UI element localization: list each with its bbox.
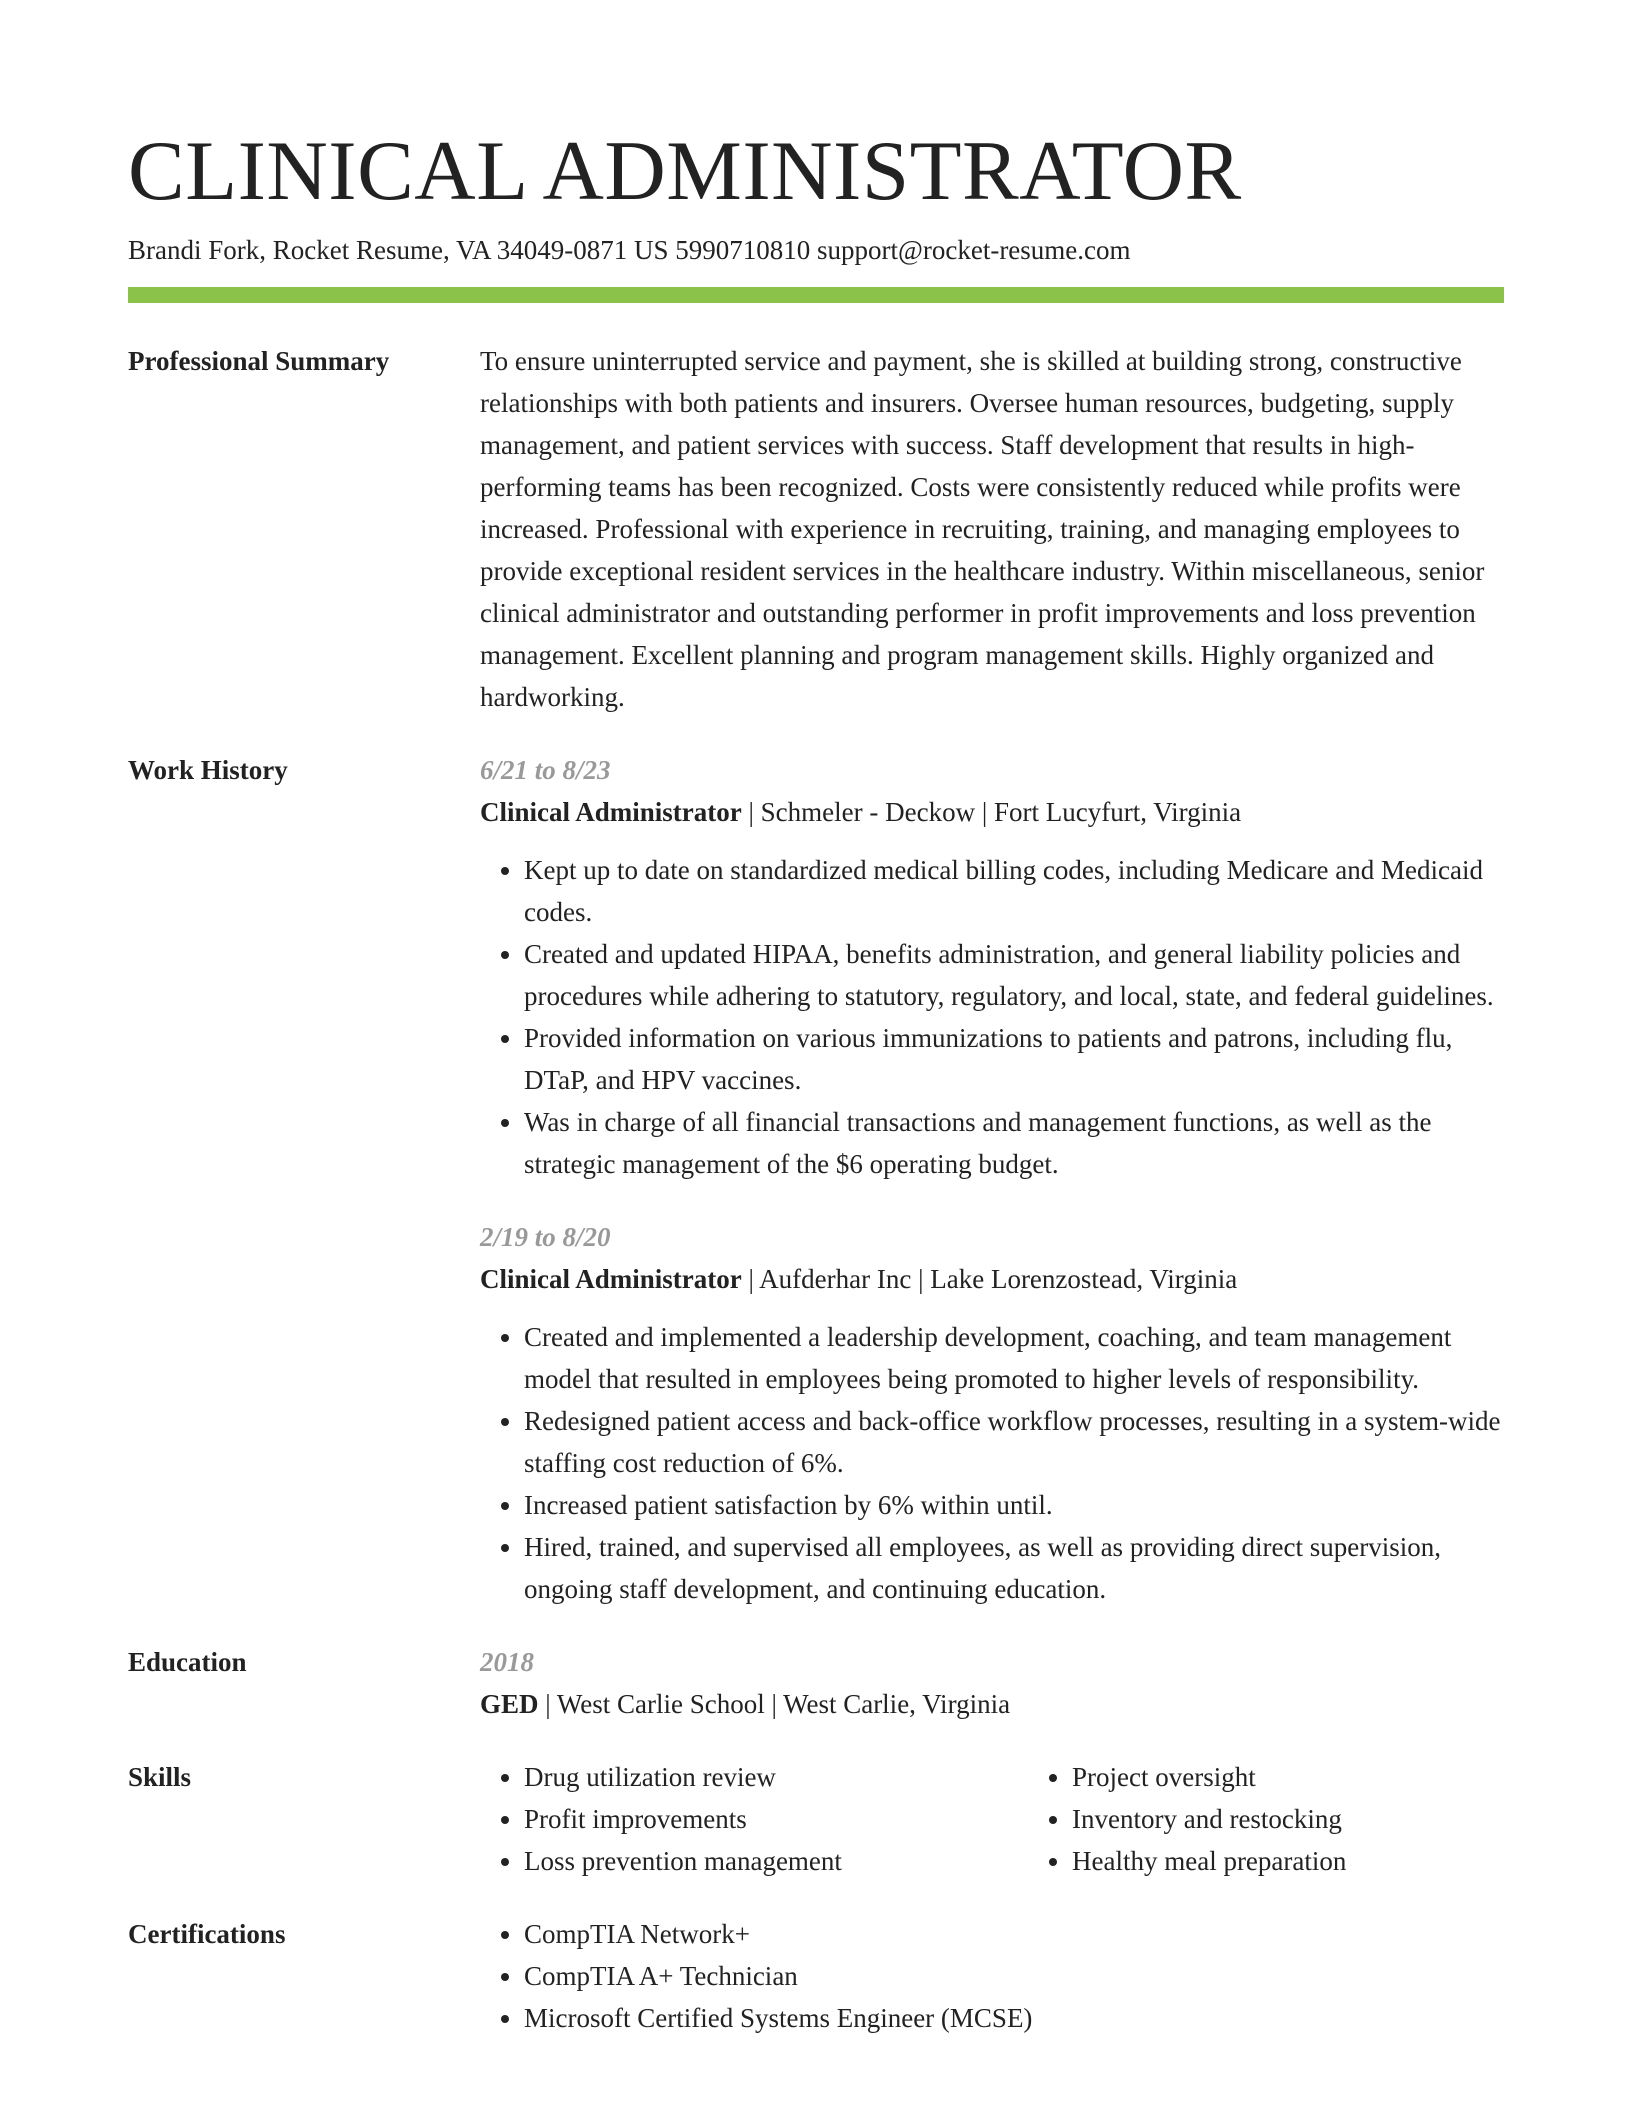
certifications-body bbox=[480, 1913, 1504, 2039]
job-dates: 2/19 to 8/20 bbox=[480, 1222, 611, 1252]
education-degree: GED bbox=[480, 1689, 539, 1719]
job-bullet: • Provided information on various immunizations to patients and patrons, including flu, DTaP, and HPV vaccines. bbox=[524, 1017, 1504, 1101]
job-bullet: • Hired, trained, and supervised all employees, as well as providing direct supervision, ongoing staff development, and continuing education. bbox=[524, 1526, 1504, 1610]
certification-item: • CompTIA Network+ bbox=[524, 1913, 1504, 1955]
work-history-label: Work History bbox=[128, 755, 288, 785]
education-details: | West Carlie School | West Carlie, Virginia bbox=[538, 1689, 1011, 1719]
job-bullet-list bbox=[480, 849, 1504, 1185]
job-details: | Aufderhar Inc | Lake Lorenzostead, Virginia bbox=[741, 1264, 1238, 1294]
skills-column-left bbox=[480, 1756, 1028, 1882]
job-heading bbox=[480, 791, 1504, 833]
education-heading bbox=[480, 1683, 1504, 1725]
summary-text: To ensure uninterrupted service and payment, she is skilled at building strong, constructive relationships with both patients and insurers. Oversee human resources, budgeting, supply management, and patient services with success. Staff development that results in high-performing teams has been recognized. Costs were consistently reduced while profits were increased. Professional with experience in recruiting, training, and managing employees to provide exceptional resident services in the healthcare industry. Within miscellaneous, senior clinical administrator and outstanding performer in profit improvements and loss prevention management. Excellent planning and program management skills. Highly organized and hardworking. bbox=[480, 346, 1485, 712]
job-bullet: • Created and implemented a leadership development, coaching, and team management model that resulted in employees being promoted to higher levels of responsibility. bbox=[524, 1316, 1504, 1400]
certifications-label: Certifications bbox=[128, 1919, 286, 1949]
job-details: | Schmeler - Deckow | Fort Lucyfurt, Virginia bbox=[741, 797, 1242, 827]
job-entry bbox=[480, 749, 1504, 1185]
certification-item: • Microsoft Certified Systems Engineer (MCSE) bbox=[524, 1997, 1504, 2039]
certification-item: • CompTIA A+ Technician bbox=[524, 1955, 1504, 1997]
accent-divider bbox=[128, 287, 1504, 303]
skill-item: • Healthy meal preparation bbox=[1072, 1840, 1576, 1882]
summary-label: Professional Summary bbox=[128, 346, 390, 376]
job-bullet: • Was in charge of all financial transactions and management functions, as well as the strategic management of the $6 operating budget. bbox=[524, 1101, 1504, 1185]
job-bullet-list bbox=[480, 1316, 1504, 1610]
job-heading bbox=[480, 1258, 1504, 1300]
work-history-section bbox=[128, 749, 1504, 1610]
skill-item: • Inventory and restocking bbox=[1072, 1798, 1576, 1840]
certifications-list bbox=[480, 1913, 1504, 2039]
work-history-body bbox=[480, 749, 1504, 1610]
summary-body bbox=[480, 340, 1504, 718]
skills-section bbox=[128, 1756, 1504, 1882]
skill-item: • Profit improvements bbox=[524, 1798, 1028, 1840]
contact-line: Brandi Fork, Rocket Resume, VA 34049-0871 US 5990710810 support@rocket-resume.com bbox=[128, 235, 1131, 265]
skill-item: • Loss prevention management bbox=[524, 1840, 1028, 1882]
job-title: Clinical Administrator bbox=[480, 1264, 742, 1294]
job-bullet: • Redesigned patient access and back-office workflow processes, resulting in a system-wide staffing cost reduction of 6%. bbox=[524, 1400, 1504, 1484]
job-entry bbox=[480, 1216, 1504, 1610]
education-body bbox=[480, 1641, 1504, 1725]
job-title: Clinical Administrator bbox=[480, 797, 742, 827]
skills-label: Skills bbox=[128, 1762, 192, 1792]
skills-grid bbox=[480, 1756, 1576, 1882]
skills-body bbox=[480, 1756, 1576, 1882]
skill-item: • Drug utilization review bbox=[524, 1756, 1028, 1798]
resume-page bbox=[128, 0, 1504, 2039]
resume-title: CLINICAL ADMINISTRATOR bbox=[128, 124, 1242, 218]
education-year: 2018 bbox=[480, 1647, 534, 1677]
education-section bbox=[128, 1641, 1504, 1725]
job-dates: 6/21 to 8/23 bbox=[480, 755, 611, 785]
job-bullet: • Increased patient satisfaction by 6% within until. bbox=[524, 1484, 1504, 1526]
skills-column-right bbox=[1028, 1756, 1576, 1882]
summary-section bbox=[128, 340, 1504, 718]
education-label: Education bbox=[128, 1647, 247, 1677]
job-bullet: • Created and updated HIPAA, benefits administration, and general liability policies and procedures while adhering to statutory, regulatory, and local, state, and federal guidelines. bbox=[524, 933, 1504, 1017]
skill-item: • Project oversight bbox=[1072, 1756, 1576, 1798]
job-bullet: • Kept up to date on standardized medical billing codes, including Medicare and Medicaid codes. bbox=[524, 849, 1504, 933]
certifications-section bbox=[128, 1913, 1504, 2039]
